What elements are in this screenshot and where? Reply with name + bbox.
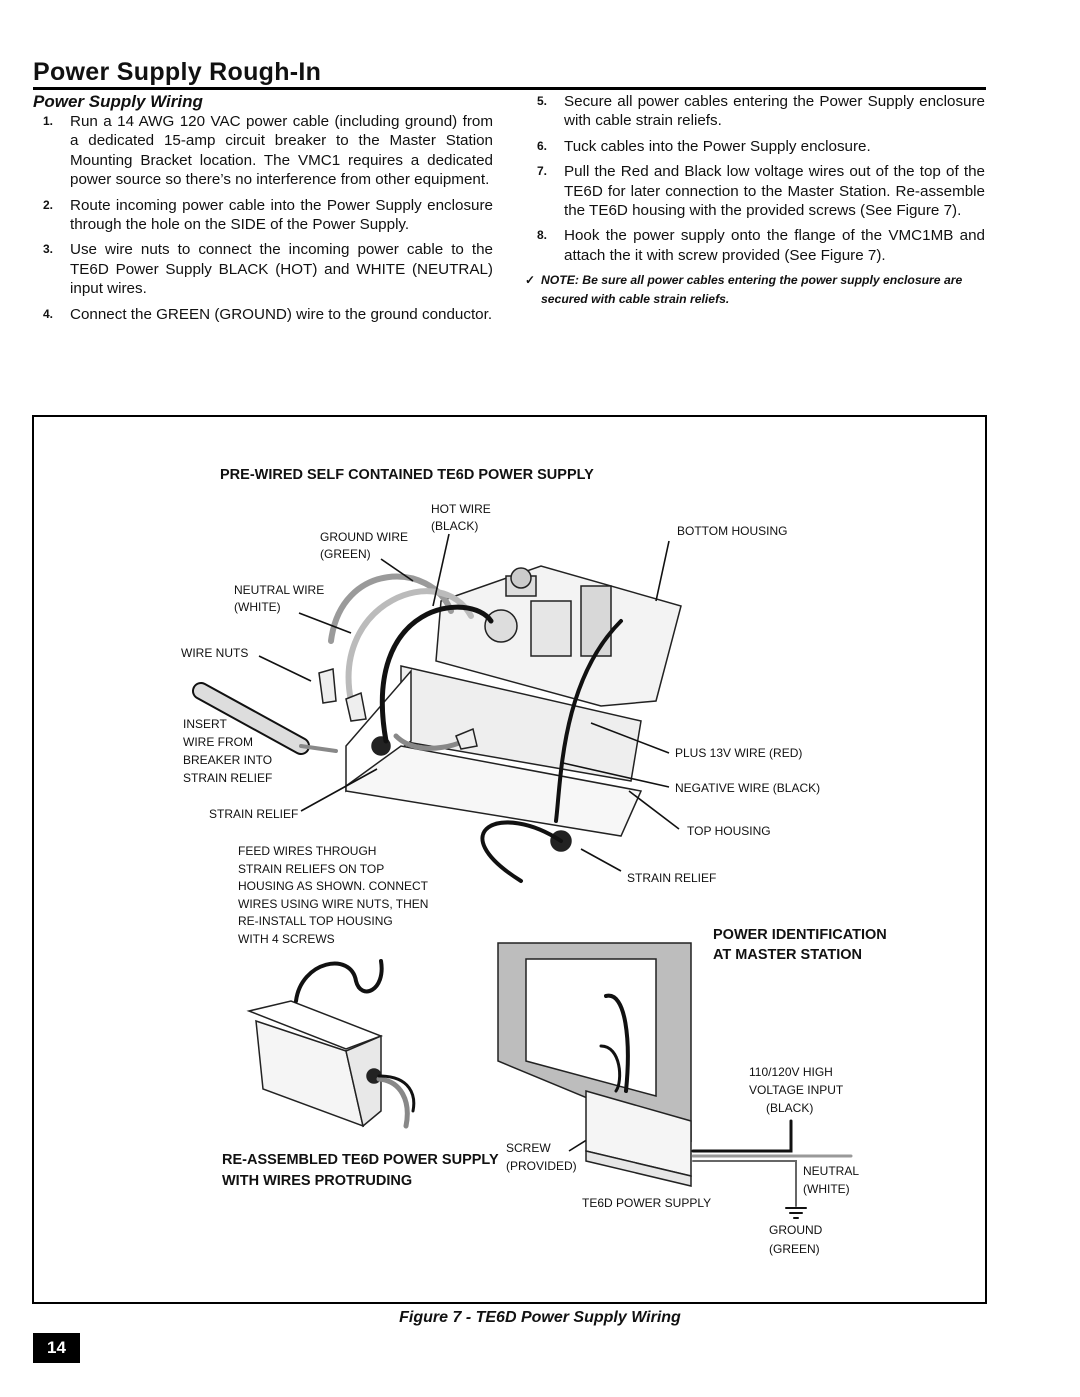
step-number: 8. xyxy=(537,228,548,243)
step-text: Run a 14 AWG 120 VAC power cable (including ground) from a dedicated 15-amp circuit breaker to the Master Station Mounting Bracket location. The VMC1 requires a dedicated power source so there’s no interference from other equipment. xyxy=(70,113,493,189)
step-item xyxy=(33,305,493,324)
label: RE-INSTALL TOP HOUSING xyxy=(238,914,393,928)
top-housing-illustration xyxy=(346,566,681,851)
steps-list-left xyxy=(33,112,493,324)
label: PLUS 13V WIRE (RED) xyxy=(675,746,803,760)
step-text: Secure all power cables entering the Power Supply enclosure with cable strain reliefs. xyxy=(564,93,985,130)
step-item xyxy=(33,112,493,190)
reassembled-heading: RE-ASSEMBLED TE6D POWER SUPPLY xyxy=(222,1152,499,1168)
label: BOTTOM HOUSING xyxy=(677,524,788,538)
right-column xyxy=(527,92,985,309)
label: FEED WIRES THROUGH xyxy=(238,844,377,858)
label: GROUND WIRE xyxy=(320,530,408,544)
label: (PROVIDED) xyxy=(506,1159,577,1173)
step-text: Tuck cables into the Power Supply enclosure. xyxy=(564,137,871,155)
label: STRAIN RELIEF xyxy=(627,871,717,885)
step-number: 4. xyxy=(43,306,54,321)
figure-caption: Figure 7 - TE6D Power Supply Wiring xyxy=(399,1309,681,1326)
label: WITH 4 SCREWS xyxy=(238,932,335,946)
step-item xyxy=(527,162,985,220)
section-heading: Power Supply Wiring xyxy=(33,92,203,111)
step-item xyxy=(527,137,985,156)
label: WIRE NUTS xyxy=(181,646,249,660)
label: (GREEN) xyxy=(320,547,371,561)
step-text: Pull the Red and Black low voltage wires out of the top of the TE6D for later connection to the Master Station. Re-assemble the TE6D housing with the provided screws (See Figure 7). xyxy=(564,163,985,220)
step-number: 6. xyxy=(537,138,548,153)
label: (WHITE) xyxy=(803,1182,850,1196)
label: NEUTRAL xyxy=(803,1164,860,1178)
step-text: Hook the power supply onto the flange of the VMC1MB and attach the it with screw provided (See Figure 7). xyxy=(564,227,985,264)
label: STRAIN RELIEF xyxy=(209,807,299,821)
reassembled-heading: WITH WIRES PROTRUDING xyxy=(222,1173,413,1189)
wiring-diagram xyxy=(34,417,985,1302)
note xyxy=(527,271,985,309)
step-number: 1. xyxy=(43,114,54,128)
figure-heading: PRE-WIRED SELF CONTAINED TE6D POWER SUPPLY xyxy=(220,467,594,483)
step-item xyxy=(33,240,493,298)
label: SCREW xyxy=(506,1141,551,1155)
label: (BLACK) xyxy=(766,1101,814,1115)
power-id-heading: AT MASTER STATION xyxy=(713,947,863,963)
label: 110/120V HIGH xyxy=(749,1065,833,1079)
label: TE6D POWER SUPPLY xyxy=(582,1196,712,1210)
step-item xyxy=(527,92,985,131)
label: NEUTRAL WIRE xyxy=(234,583,325,597)
step-item xyxy=(527,226,985,265)
label: (GREEN) xyxy=(769,1242,820,1256)
label: GROUND xyxy=(769,1223,823,1237)
figure-frame xyxy=(32,415,987,1304)
label: (BLACK) xyxy=(431,519,479,533)
label: TOP HOUSING xyxy=(687,824,771,838)
label: STRAIN RELIEFS ON TOP xyxy=(238,862,385,876)
label: (WHITE) xyxy=(234,600,281,614)
step-text: Use wire nuts to connect the incoming power cable to the TE6D Power Supply BLACK (HOT) and WHITE (NEUTRAL) input wires. xyxy=(70,241,493,298)
label: HOT WIRE xyxy=(431,502,491,516)
step-number: 5. xyxy=(537,94,548,108)
step-item xyxy=(33,196,493,235)
steps-list-right xyxy=(527,92,985,265)
power-id-heading: POWER IDENTIFICATION xyxy=(713,927,887,943)
checkmark-icon: ✓ xyxy=(525,273,536,288)
label: HOUSING AS SHOWN. CONNECT xyxy=(238,879,429,893)
title-rule xyxy=(33,87,986,90)
step-number: 2. xyxy=(43,197,54,212)
label: BREAKER INTO xyxy=(183,753,273,767)
label: WIRES USING WIRE NUTS, THEN xyxy=(238,897,429,911)
step-text: Route incoming power cable into the Power Supply enclosure through the hole on the SIDE of the Power Supply. xyxy=(70,196,493,234)
step-number: 7. xyxy=(537,164,548,179)
reassembled-unit-illustration xyxy=(249,1001,381,1126)
page-title: Power Supply Rough-In xyxy=(33,58,322,86)
left-column xyxy=(33,112,493,330)
step-text: Connect the GREEN (GROUND) wire to the ground conductor. xyxy=(70,305,493,323)
page-number: 14 xyxy=(33,1333,80,1363)
label: INSERT xyxy=(183,717,227,731)
label: VOLTAGE INPUT xyxy=(749,1083,844,1097)
label: WIRE FROM xyxy=(183,735,253,749)
note-text: NOTE: Be sure all power cables entering the power supply enclosure are secured with cable strain reliefs. xyxy=(541,273,963,307)
label: STRAIN RELIEF xyxy=(183,771,273,785)
step-number: 3. xyxy=(43,242,54,257)
label: NEGATIVE WIRE (BLACK) xyxy=(675,781,821,795)
